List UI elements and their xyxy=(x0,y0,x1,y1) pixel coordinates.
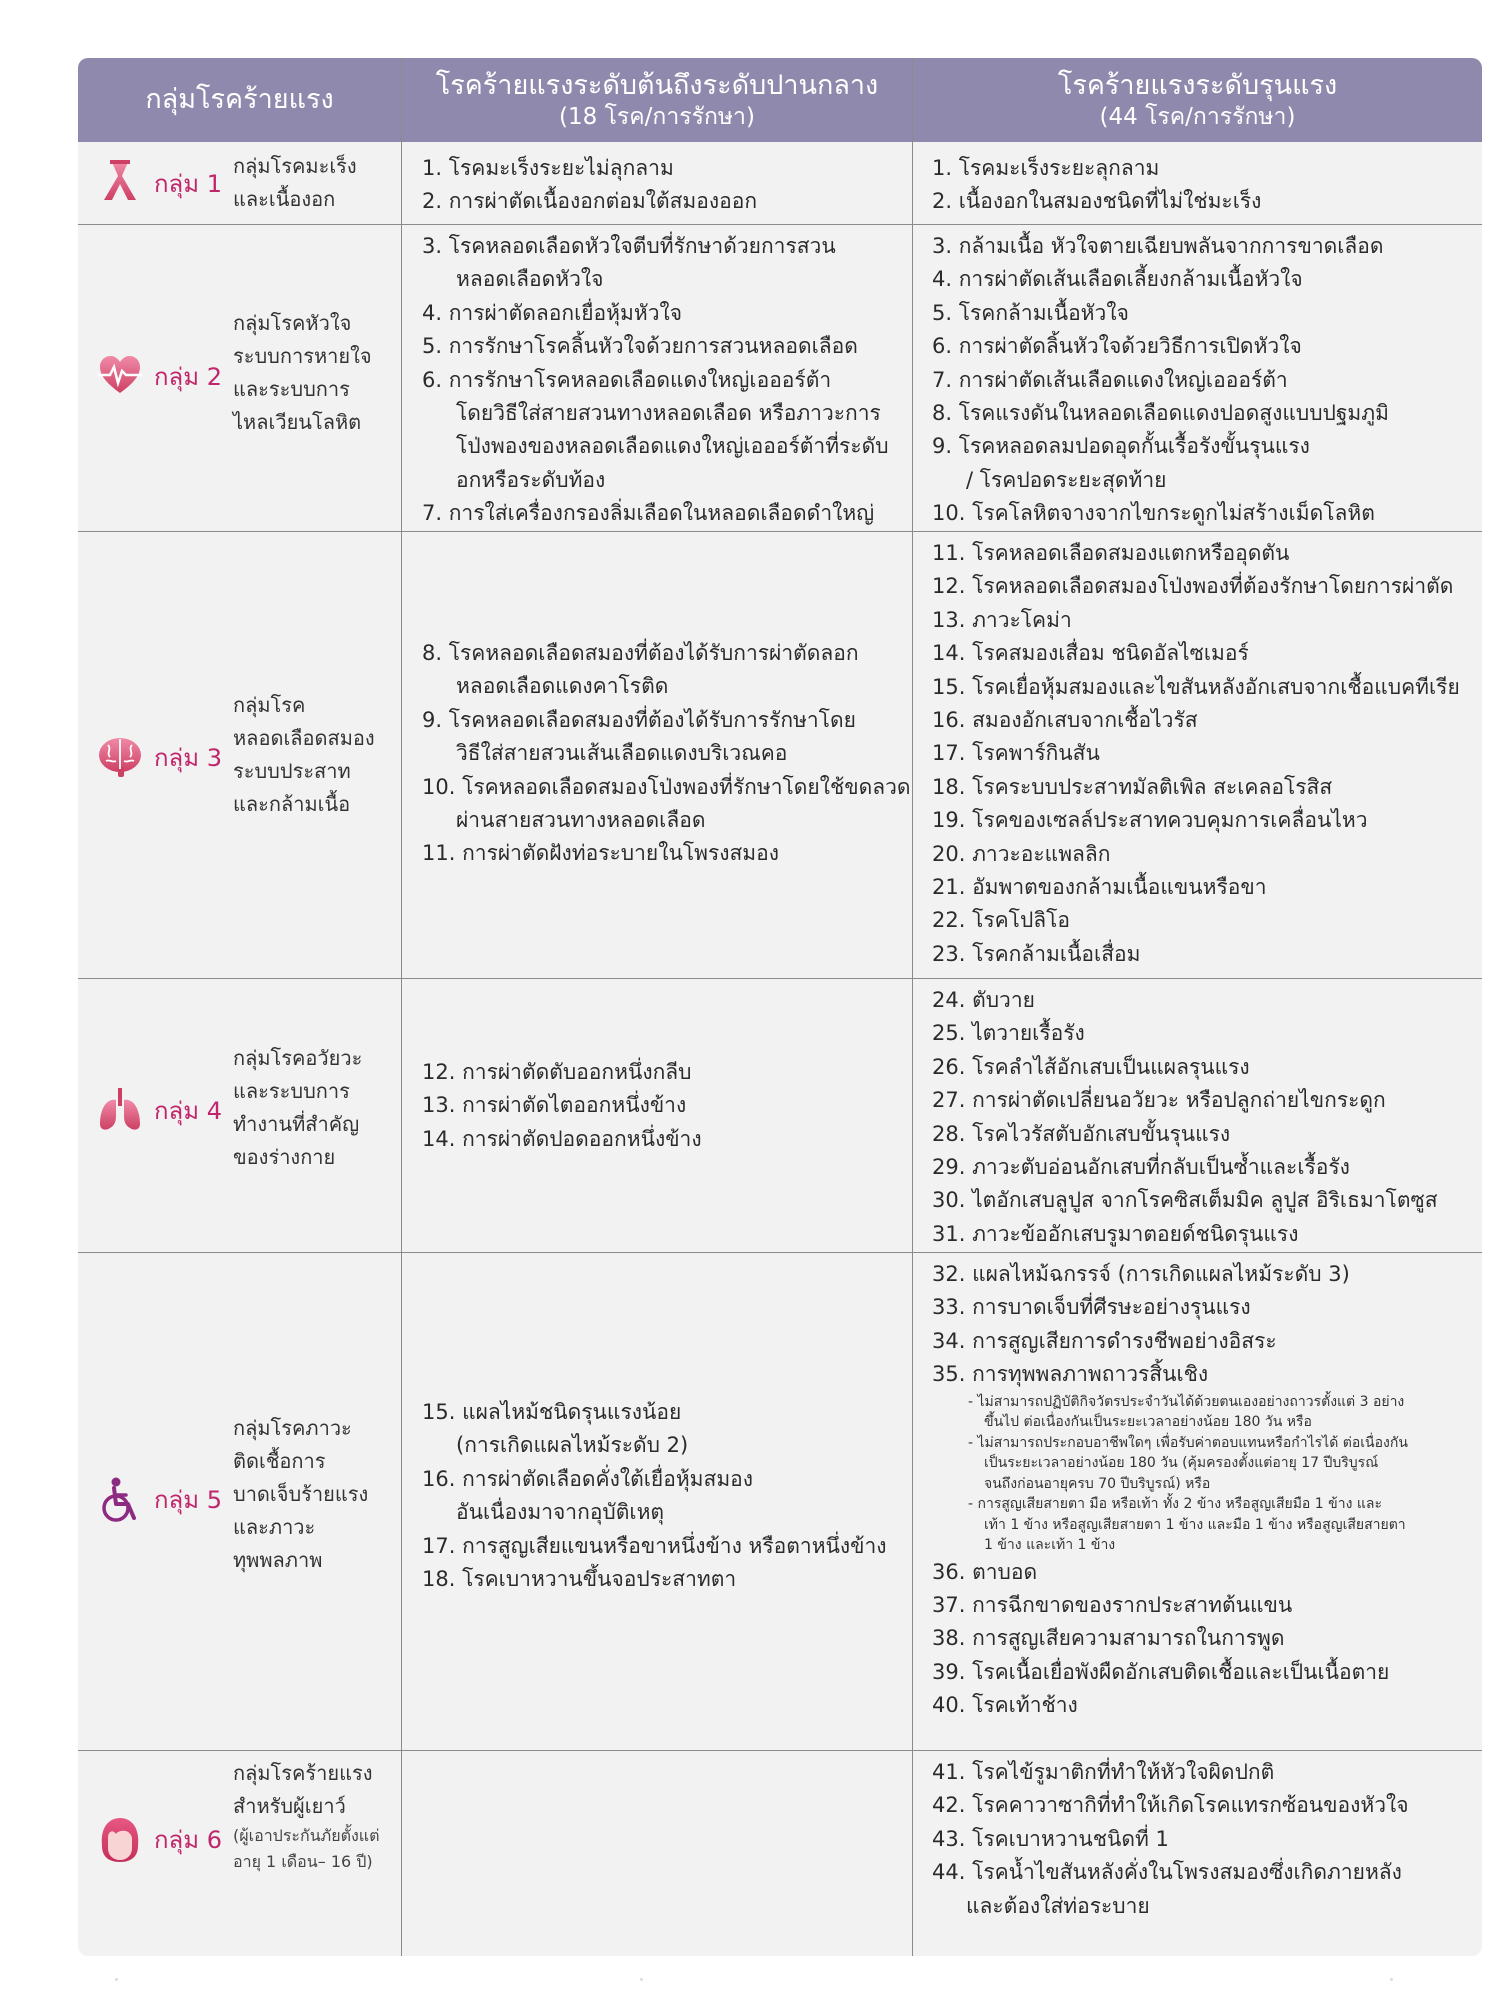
disease-item: 16. สมองอักเสบจากเชื้อไวรัส xyxy=(932,708,1198,733)
group-label: กลุ่ม 1 xyxy=(154,170,222,198)
group-row-6 xyxy=(78,1750,1482,1956)
header-group-title: กลุ่มโรคร้ายแรง xyxy=(145,84,334,115)
group-description-line: กลุ่มโรคร้ายแรง xyxy=(233,1761,373,1785)
disease-item-continued: (การเกิดแผลไหม้ระดับ 2) xyxy=(456,1433,689,1458)
group-label: กลุ่ม 6 xyxy=(154,1826,222,1854)
disease-item: 28. โรคไวรัสตับอักเสบขั้นรุนแรง xyxy=(932,1121,1231,1146)
disease-item: 1. โรคมะเร็งระยะลุกลาม xyxy=(932,156,1160,180)
disease-item: 32. แผลไหม้ฉกรรจ์ (การเกิดแผลไหม้ระดับ 3) xyxy=(932,1262,1350,1286)
condition-bullet: - ไม่สามารถปฏิบัติกิจวัตรประจำวันได้ด้วยตนเองอย่างถาวรตั้งแต่ 3 อย่าง xyxy=(968,1393,1405,1410)
disease-item: 15. แผลไหม้ชนิดรุนแรงน้อย xyxy=(422,1400,682,1424)
disease-item-continued: และต้องใส่ท่อระบาย xyxy=(966,1893,1150,1918)
severe-cell xyxy=(932,984,1477,1251)
disease-item: 8. โรคแรงดันในหลอดเลือดแดงปอดสูงแบบปฐมภูมิ xyxy=(932,401,1389,426)
footer-dot xyxy=(115,1978,118,1981)
disease-item-continued: / โรคปอดระยะสุดท้าย xyxy=(966,467,1167,492)
group-description-line: ทำงานที่สำคัญ xyxy=(233,1112,360,1136)
group-label: กลุ่ม 2 xyxy=(154,363,222,391)
group-description-line: ติดเชื้อการ xyxy=(233,1449,326,1473)
disease-item-continued: ขึ้นไป ต่อเนื่องกันเป็นระยะเวลาอย่างน้อย 180 วัน หรือ xyxy=(984,1414,1312,1431)
group-cell xyxy=(78,978,401,1252)
disease-item: 17. โรคพาร์กินสัน xyxy=(932,741,1100,766)
disease-item: 24. ตับวาย xyxy=(932,988,1035,1012)
disease-item: 4. การผ่าตัดเส้นเลือดเลี้ยงกล้ามเนื้อหัวใจ xyxy=(932,267,1303,292)
disease-item: 29. ภาวะตับอ่อนอักเสบที่กลับเป็นซ้ำและเรื้อรัง xyxy=(932,1155,1350,1180)
disease-item-continued: 1 ข้าง และเท้า 1 ข้าง xyxy=(984,1537,1116,1554)
disease-item: 10. โรคโลหิตจางจากไขกระดูกไม่สร้างเม็ดโลหิต xyxy=(932,501,1375,526)
disease-item: 39. โรคเนื้อเยื่อพังผืดอักเสบติดเชื้อและเป็นเนื้อตาย xyxy=(932,1659,1390,1684)
group-age-note: อายุ 1 เดือน– 16 ปี) xyxy=(233,1852,373,1871)
group-label: กลุ่ม 3 xyxy=(154,744,222,772)
disease-item: 18. โรคเบาหวานขึ้นจอประสาทตา xyxy=(422,1567,737,1592)
group-row-5 xyxy=(78,1252,1482,1750)
disease-item: 36. ตาบอด xyxy=(932,1559,1038,1584)
group-label: กลุ่ม 4 xyxy=(154,1097,222,1125)
disease-item: 2. การผ่าตัดเนื้องอกต่อมใต้สมองออก xyxy=(422,189,758,214)
footer-dot xyxy=(640,1978,643,1981)
group-description-line: ระบบการหายใจ xyxy=(233,344,372,368)
group-description-line: และระบบการ xyxy=(233,377,350,401)
disease-item: 22. โรคโปลิโอ xyxy=(932,908,1071,933)
disease-item: 34. การสูญเสียการดำรงชีพอย่างอิสระ xyxy=(932,1328,1277,1353)
disease-item: 13. ภาวะโคม่า xyxy=(932,607,1072,632)
moderate-cell xyxy=(422,1396,902,1596)
disease-item: 7. การใส่เครื่องกรองลิ่มเลือดในหลอดเลือดดำใหญ่ xyxy=(422,501,875,526)
disease-item: 33. การบาดเจ็บที่ศีรษะอย่างรุนแรง xyxy=(932,1295,1251,1320)
brain-icon xyxy=(96,733,144,781)
group-description-line: กลุ่มโรคหัวใจ xyxy=(233,311,352,335)
disease-item: 8. โรคหลอดเลือดสมองที่ต้องได้รับการผ่าตัดลอก xyxy=(422,641,859,665)
group-description-line: ไหลเวียนโลหิต xyxy=(233,410,362,434)
group-description-line: สำหรับผู้เยาว์ xyxy=(233,1794,346,1818)
severe-cell xyxy=(932,1756,1477,1923)
moderate-cell xyxy=(422,152,892,219)
disease-item: 14. การผ่าตัดปอดออกหนึ่งข้าง xyxy=(422,1126,702,1151)
disease-item: 18. โรคระบบประสาทมัลติเพิล สะเคลอโรสิส xyxy=(932,774,1333,799)
child-face-icon xyxy=(96,1816,144,1864)
disease-item: 20. ภาวะอะแพลลิก xyxy=(932,841,1111,866)
disease-item-continued: ผ่านสายสวนทางหลอดเลือด xyxy=(456,808,706,833)
group-description xyxy=(233,1042,362,1174)
disease-item: 16. การผ่าตัดเลือดคั่งใต้เยื่อหุ้มสมอง xyxy=(422,1466,754,1491)
disease-item: 31. ภาวะข้ออักเสบรูมาตอยด์ชนิดรุนแรง xyxy=(932,1221,1299,1246)
group-description-line: และภาวะ xyxy=(233,1515,316,1539)
group-description-line: บาดเจ็บร้ายแรง xyxy=(233,1482,369,1506)
group-row-2 xyxy=(78,224,1482,531)
header-severe-count: (44 โรค/การรักษา) xyxy=(1099,103,1296,130)
group-description xyxy=(233,1757,379,1875)
header-group-col xyxy=(78,58,401,142)
disease-item: 9. โรคหลอดลมปอดอุดกั้นเรื้อรังขั้นรุนแรง xyxy=(932,434,1310,459)
disease-item-continued: เท้า 1 ข้าง หรือสูญเสียสายตา 1 ข้าง และมือ 1 ข้าง หรือสูญเสียสายตา xyxy=(984,1516,1406,1533)
disease-item-continued: โป่งพองของหลอดเลือดแดงใหญ่เอออร์ต้าที่ระดับ xyxy=(456,434,889,459)
header-moderate-count: (18 โรค/การรักษา) xyxy=(559,103,755,130)
group-description-line: กลุ่มโรคมะเร็ง xyxy=(233,154,357,178)
header-moderate-title: โรคร้ายแรงระดับต้นถึงระดับปานกลาง xyxy=(435,69,879,101)
disease-item: 10. โรคหลอดเลือดสมองโป่งพองที่รักษาโดยใช้ขดลวด xyxy=(422,774,911,799)
disease-item: 3. โรคหลอดเลือดหัวใจตีบที่รักษาด้วยการสวน xyxy=(422,234,836,258)
footer-dot xyxy=(1390,1978,1393,1981)
disease-item: 21. อัมพาตของกล้ามเนื้อแขนหรือขา xyxy=(932,875,1267,900)
disease-item-continued: โดยวิธีใส่สายสวนทางหลอดเลือด หรือภาวะการ xyxy=(456,401,881,426)
ribbon-icon xyxy=(96,156,144,204)
group-row-1 xyxy=(78,142,1482,224)
group-description-line: กลุ่มโรคอวัยวะ xyxy=(233,1046,363,1070)
disease-item: 15. โรคเยื่อหุ้มสมองและไขสันหลังอักเสบจากเชื้อแบคทีเรีย xyxy=(932,674,1460,699)
group-description-line: หลอดเลือดสมอง xyxy=(233,726,375,750)
heart-icon xyxy=(96,351,144,399)
disease-item: 4. การผ่าตัดลอกเยื่อหุ้มหัวใจ xyxy=(422,300,683,325)
severe-cell xyxy=(932,152,1472,219)
disease-item: 1. โรคมะเร็งระยะไม่ลุกลาม xyxy=(422,156,674,180)
group-cell xyxy=(78,224,401,531)
disease-item: 12. การผ่าตัดตับออกหนึ่งกลีบ xyxy=(422,1060,692,1084)
group-description-line: ทุพพลภาพ xyxy=(233,1548,323,1572)
disease-item: 37. การฉีกขาดของรากประสาทต้นแขน xyxy=(932,1593,1293,1618)
group-cell xyxy=(78,531,401,978)
group-description xyxy=(233,150,357,216)
lungs-icon xyxy=(96,1086,144,1134)
group-description-line: และเนื้องอก xyxy=(233,187,336,211)
severe-cell xyxy=(932,537,1477,971)
disease-item-continued: วิธีใส่สายสวนเส้นเลือดแดงบริเวณคอ xyxy=(456,741,788,766)
disease-item: 30. ไตอักเสบลูปูส จากโรคซิสเต็มมิค ลูปูส อิริเธมาโตซูส xyxy=(932,1188,1438,1213)
group-row-3 xyxy=(78,531,1482,978)
group-description xyxy=(233,689,375,821)
disease-item-continued: หลอดเลือดหัวใจ xyxy=(456,267,604,292)
disease-item-continued: เป็นระยะเวลาอย่างน้อย 180 วัน (คุ้มครองตั้งแต่อายุ 17 ปีบริบูรณ์ xyxy=(984,1455,1379,1472)
disease-item: 6. การรักษาโรคหลอดเลือดแดงใหญ่เอออร์ต้า xyxy=(422,367,832,392)
disease-item: 11. การผ่าตัดฝังท่อระบายในโพรงสมอง xyxy=(422,841,780,866)
disease-item: 6. การผ่าตัดลิ้นหัวใจด้วยวิธีการเปิดหัวใจ xyxy=(932,334,1302,359)
disease-item: 17. การสูญเสียแขนหรือขาหนึ่งข้าง หรือตาหนึ่งข้าง xyxy=(422,1533,887,1558)
group-cell xyxy=(78,142,401,224)
disease-item: 5. การรักษาโรคลิ้นหัวใจด้วยการสวนหลอดเลือด xyxy=(422,334,858,359)
header-severe-title: โรคร้ายแรงระดับรุนแรง xyxy=(1057,69,1338,101)
disease-item: 14. โรคสมองเสื่อม ชนิดอัลไซเมอร์ xyxy=(932,641,1249,666)
coverage-table xyxy=(78,58,1482,1956)
disease-item: 25. ไตวายเรื้อรัง xyxy=(932,1021,1085,1046)
group-description-line: ระบบประสาท xyxy=(233,759,351,783)
disease-item: 42. โรคคาวาซากิที่ทำให้เกิดโรคแทรกซ้อนของหัวใจ xyxy=(932,1793,1409,1818)
disease-item: 43. โรคเบาหวานชนิดที่ 1 xyxy=(932,1826,1169,1851)
condition-bullet: - การสูญเสียสายตา มือ หรือเท้า ทั้ง 2 ข้าง หรือสูญเสียมือ 1 ข้าง และ xyxy=(968,1496,1382,1513)
disease-item: 44. โรคน้ำไขสันหลังคั่งในโพรงสมองซึ่งเกิดภายหลัง xyxy=(932,1860,1402,1885)
group-cell xyxy=(78,1252,401,1750)
disease-item: 9. โรคหลอดเลือดสมองที่ต้องได้รับการรักษาโดย xyxy=(422,707,856,732)
group-description-line: และระบบการ xyxy=(233,1079,350,1103)
disease-item: 12. โรคหลอดเลือดสมองโป่งพองที่ต้องรักษาโดยการผ่าตัด xyxy=(932,574,1454,599)
moderate-cell xyxy=(422,1056,902,1156)
disease-item: 41. โรคไข้รูมาติกที่ทำให้หัวใจผิดปกติ xyxy=(932,1760,1275,1784)
disease-item: 27. การผ่าตัดเปลี่ยนอวัยวะ หรือปลูกถ่ายไขกระดูก xyxy=(932,1088,1386,1113)
severe-cell xyxy=(932,1258,1477,1723)
disease-item-continued: จนถึงก่อนอายุครบ 70 ปีบริบูรณ์) หรือ xyxy=(984,1475,1211,1492)
group-description-line: ของร่างกาย xyxy=(233,1145,336,1169)
disease-item: 2. เนื้องอกในสมองชนิดที่ไม่ใช่มะเร็ง xyxy=(932,189,1262,214)
group-row-4 xyxy=(78,978,1482,1252)
moderate-cell xyxy=(422,637,912,871)
severe-cell xyxy=(932,230,1472,531)
header-severe-col xyxy=(913,58,1482,142)
disease-item-continued: อันเนื่องมาจากอุบัติเหตุ xyxy=(456,1500,665,1525)
disease-item: 40. โรคเท้าช้าง xyxy=(932,1693,1078,1718)
group-cell xyxy=(78,1750,401,1956)
moderate-cell xyxy=(422,230,902,531)
disease-item: 35. การทุพพลภาพถาวรสิ้นเชิง xyxy=(932,1362,1209,1387)
disease-item: 13. การผ่าตัดไตออกหนึ่งข้าง xyxy=(422,1093,687,1118)
group-description-line: และกล้ามเนื้อ xyxy=(233,792,351,816)
header-moderate-col xyxy=(402,58,912,142)
disease-item: 19. โรคของเซลล์ประสาทควบคุมการเคลื่อนไหว xyxy=(932,808,1368,833)
condition-bullet: - ไม่สามารถประกอบอาชีพใดๆ เพื่อรับค่าตอบแทนหรือกำไรได้ ต่อเนื่องกัน xyxy=(968,1434,1408,1451)
group-description-line: กลุ่มโรค xyxy=(233,693,306,717)
disease-item: 38. การสูญเสียความสามารถในการพูด xyxy=(932,1626,1285,1651)
disease-item-continued: อกหรือระดับท้อง xyxy=(456,467,606,492)
disease-item: 3. กล้ามเนื้อ หัวใจตายเฉียบพลันจากการขาดเลือด xyxy=(932,234,1384,258)
disease-item-continued: หลอดเลือดแดงคาโรติด xyxy=(456,674,669,699)
wheelchair-icon xyxy=(96,1476,144,1524)
disease-item: 26. โรคลำไส้อักเสบเป็นแผลรุนแรง xyxy=(932,1054,1250,1079)
disease-item: 23. โรคกล้ามเนื้อเสื่อม xyxy=(932,941,1141,966)
group-description xyxy=(233,307,372,439)
disease-item: 7. การผ่าตัดเส้นเลือดแดงใหญ่เอออร์ต้า xyxy=(932,367,1288,392)
group-label: กลุ่ม 5 xyxy=(154,1486,222,1514)
group-age-note: (ผู้เอาประกันภัยตั้งแต่ xyxy=(233,1826,380,1845)
disease-item: 11. โรคหลอดเลือดสมองแตกหรืออุดตัน xyxy=(932,541,1290,565)
disease-item: 5. โรคกล้ามเนื้อหัวใจ xyxy=(932,300,1129,325)
group-description xyxy=(233,1412,368,1577)
group-description-line: กลุ่มโรคภาวะ xyxy=(233,1416,352,1440)
